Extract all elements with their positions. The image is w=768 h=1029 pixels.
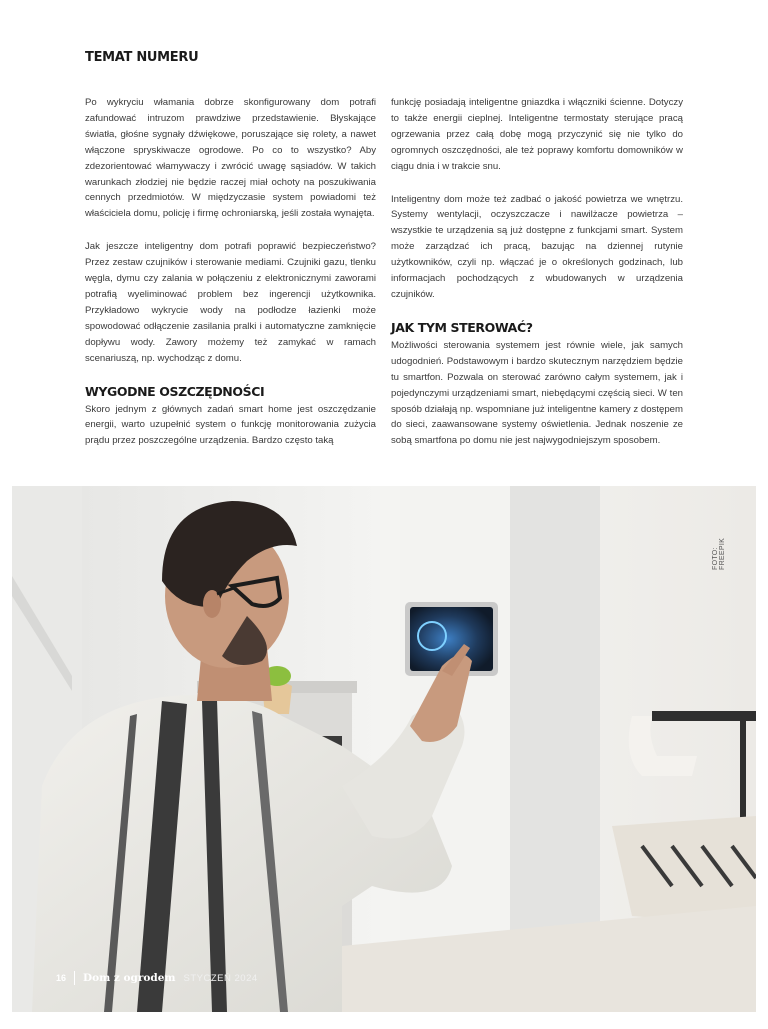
magazine-title: Dom z ogrodem: [83, 972, 176, 984]
subheading: WYGODNE OSZCZĘDNOŚCI: [85, 383, 265, 399]
footer-divider: [74, 971, 75, 985]
page-footer: [56, 971, 258, 985]
article-column-right: [391, 95, 683, 466]
photo-credit: FOTO: FREEPIK: [712, 537, 726, 570]
article-column-left: [85, 95, 376, 466]
paragraph: Możliwości sterowania systemem jest równie wiele, jak samych udogodnień. Podstawowym i bardzo skutecznym narzędziem będzie tu smartfon. Pozwala on sterować zarówno całym systemem, jak i pojedynczymi urządzeniami smart, niebędącymi częścią sieci. W ten sposób działają np. wspomniane już inteligentne kamery z dostępem do sieci, zaawansowane systemy oświetlenia. Jednak noszenie ze sobą smartfona po domu nie jest najwygodniejszym sposobem.: [391, 339, 683, 447]
issue-date: STYCZEŃ 2024: [183, 972, 258, 984]
paragraph: funkcję posiadają inteligentne gniazdka i włączniki ścienne. Dotyczy to także energii cieplnej. Inteligentne termostaty sterujące pracą ogrzewania przez całą dobę mogą przyczynić się nie tylko do ogromnych oszczędności, ale też poprawy komfortu domowników w ciągu dnia i w trakcie snu.: [391, 97, 683, 172]
paragraph: Inteligentny dom może też zadbać o jakość powietrza we wnętrzu. Systemy wentylacji, oczyszczacze i nawilżacze powietrza – wszystkie te urządzenia są już dostępne z funkcjami smart. System może zarządzać ich pracą, bazując na dziennej rutynie użytkowników, czyli np. włączać je o określonych godzinach, lub informacjach pochodzących z wbudowanych w urządzenia czujników.: [391, 193, 683, 300]
section-label: TEMAT NUMERU: [85, 50, 199, 65]
page-number: 16: [56, 973, 67, 983]
subheading: JAK TYM STEROWAĆ?: [391, 319, 533, 335]
paragraph: Jak jeszcze inteligentny dom potrafi poprawić bezpieczeństwo? Przez zestaw czujników i sterowanie mediami. Czujniki gazu, tlenku węgla, dymu czy zalania w połączeniu z elektronicznymi zaworami potrafią wyeliminować problem bez ingerencji użytkownika. Przykładowo wykrycie wody na podłodze łazienki może spowodować odłączenie zasilania pralki i automatyczne zamknięcie dopływu wody. Zawory możemy też zamykać w ramach scenariuszą, np. wychodząc z domu.: [85, 241, 376, 364]
article-photo: [12, 486, 756, 1012]
paragraph: Po wykryciu włamania dobrze skonfigurowany dom potrafi zafundować intruzom prawdziwe przedstawienie. Błyskające światła, głośne sygnały dźwiękowe, poruszające się rolety, a nawet włączone spryskiwacze ogrodowe. Po co to wszystko? Aby zdezorientować włamywaczy i zwrócić uwagę sąsiadów. W takich warunkach złodziej nie będzie raczej miał ochoty na poszukiwania cennych przedmiotów. W międzyczasie system powiadomi też właściciela domu, policję i firmę ochroniarską, jeśli została wynajęta.: [85, 97, 376, 220]
paragraph: Skoro jednym z głównych zadań smart home jest oszczędzanie energii, warto uzupełnić system o funkcję monitorowania zużycia prądu przez poszczególne urządzenia. Bardzo często taką: [85, 403, 376, 447]
photo-illustration: [12, 486, 756, 1012]
